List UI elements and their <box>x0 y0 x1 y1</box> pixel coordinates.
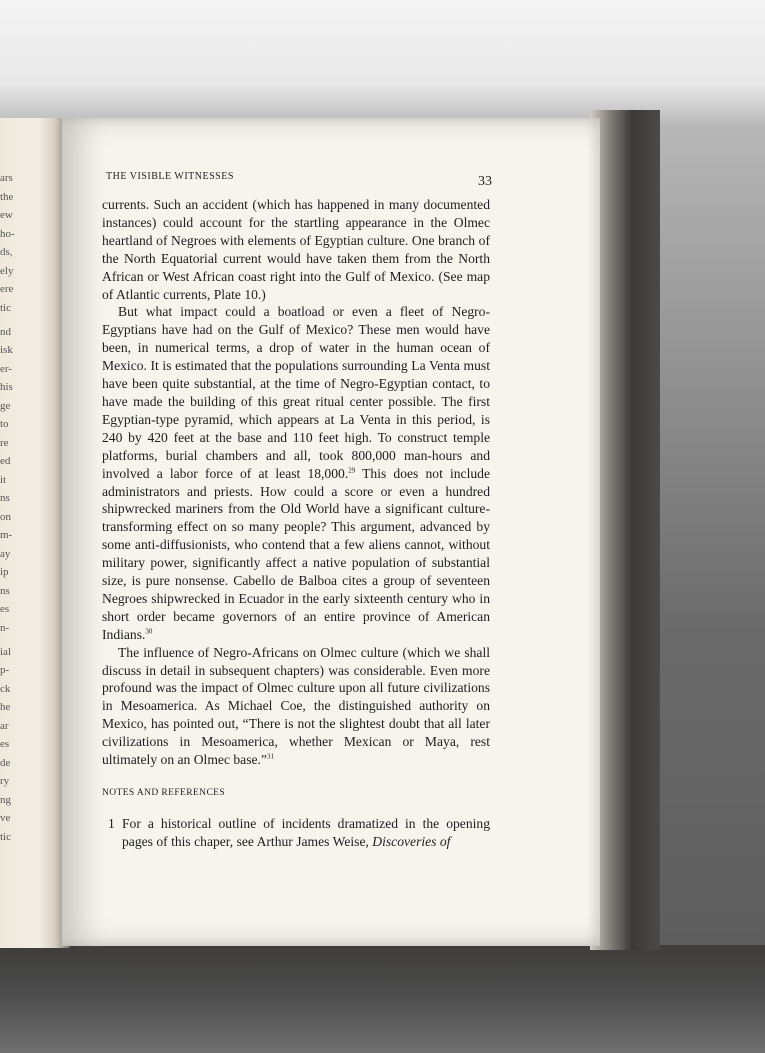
page-number: 33 <box>478 174 492 189</box>
body-text <box>102 196 490 769</box>
facing-page-fragment-text: to <box>0 418 9 430</box>
facing-page-fragment-text: er- <box>0 362 12 375</box>
facing-page-fragment-text: ely <box>0 264 14 277</box>
facing-page-fragment-text: p- <box>0 664 10 676</box>
facing-page-fragment-text: ars <box>0 172 13 184</box>
facing-page-fragment-text: ed <box>0 455 11 467</box>
note-title: Discoveries of <box>372 834 451 849</box>
facing-page-fragment-text: re <box>0 436 9 449</box>
facing-page-fragment-text: ve <box>0 812 11 824</box>
reference-30: 30 <box>145 627 153 636</box>
scanner-shadow <box>0 945 765 1053</box>
paragraph-2: But what impact could a boatload or even a fleet of Negro-Egyptians have had on the Gulf of Mexico? These men would have been, in numerical terms, a drop of water in the human ocean of Mexico. It is estimated that the populations surrounding La Venta must have been quite substantial, at the time of Negro-Egyptian contact, to have made the building of this great ritual center possible. The first Egyptian-type pyramid, which appears at La Venta in this period, is 240 by 420 feet at the base and 110 feet high. To construct temple platforms, burial chambers and all, took 800,000 man-hours and involved a labor force of at least 18,000.29 This does not include administrators and priests. How could a score or even a hundred shipwrecked mariners from the Old World have a significant culture-transforming effect on so many people? This argument, advanced by some anti-diffusionists, who contend that a few aliens cannot, without military power, significantly affect a native population of substantial size, is pure nonsense. Cabello de Balboa cites a group of seventeen Negroes shipwrecked in Ecuador in the early sixteenth century who in short order became governors of an entire province of American Indians.$^{30}$ <box>102 304 490 642</box>
facing-page-fragment-text: ip <box>0 566 9 578</box>
facing-page-fragment-text: ay <box>0 547 11 560</box>
running-head: THE VISIBLE WITNESSES <box>106 171 234 182</box>
facing-page-fragment <box>0 118 70 948</box>
facing-page-fragment-text: ns <box>0 584 10 597</box>
facing-page-fragment-text: he <box>0 701 11 713</box>
note-number: 1 <box>108 816 115 831</box>
paragraph-1: currents. Such an accident (which has happened in many documented instances) could account for the startling appearance in the Olmec heartland of Negroes with elements of Egyptian culture. One branch of the North Equatorial current would have taken them from the North African or West African coast right into the Gulf of Mexico. (See map of Atlantic currents, Plate 10.) <box>102 197 490 302</box>
book-edge-shadow <box>590 110 660 950</box>
facing-page-fragment-text: de <box>0 756 11 769</box>
facing-page-fragment-text: ew <box>0 209 13 221</box>
facing-page-fragment-text: tic <box>0 830 11 843</box>
facing-page-fragment-text: his <box>0 381 13 393</box>
facing-page-fragment-text: nd <box>0 325 11 338</box>
reference-29: 29 <box>348 466 356 475</box>
facing-page-fragment-text: es <box>0 603 10 615</box>
facing-page-fragment-text: tic <box>0 301 11 314</box>
facing-page-fragment-text: ck <box>0 682 11 695</box>
facing-page-fragment-text: ho- <box>0 227 15 240</box>
facing-page-fragment-text: ns <box>0 492 10 504</box>
facing-page-fragment-text: the <box>0 190 14 203</box>
reference-31: 31 <box>266 752 274 761</box>
facing-page-fragment-text: ial <box>0 645 11 658</box>
facing-page-fragment-text: m- <box>0 529 13 541</box>
facing-page-fragment-text: es <box>0 738 10 750</box>
facing-page-fragment-text: it <box>0 473 7 486</box>
facing-page-fragment-text: isk <box>0 344 13 356</box>
facing-page-fragment-text: ng <box>0 793 11 806</box>
facing-page-fragment-text: ere <box>0 283 14 295</box>
facing-page-fragment-text: n- <box>0 621 10 634</box>
note-text: For a historical outline of incidents dramatized in the opening pages of this chaper, see Arthur James Weise, Discoveries of <box>122 816 490 849</box>
facing-page-fragment-text: ge <box>0 399 11 412</box>
notes-heading: NOTES AND REFERENCES <box>102 788 226 798</box>
facing-page-fragment-text: ar <box>0 719 9 732</box>
facing-page-fragment-text: ds, <box>0 246 13 258</box>
facing-page-fragment-text: ry <box>0 775 10 787</box>
facing-page-fragment-text: on <box>0 510 11 523</box>
paragraph-3: The influence of Negro-Africans on Olmec culture (which we shall discuss in detail in subsequent chapters) was considerable. Even more profound was the impact of Olmec culture upon all future civilizations in Mesoamerica. As Michael Coe, the distinguished authority on Mexico, has pointed out, “There is not the slightest doubt that all later civilizations in Mesoamerica, whether Mexican or Maya, rest ultimately on an Olmec base.”$^{31}$ <box>102 644 490 768</box>
note-item <box>108 815 490 851</box>
